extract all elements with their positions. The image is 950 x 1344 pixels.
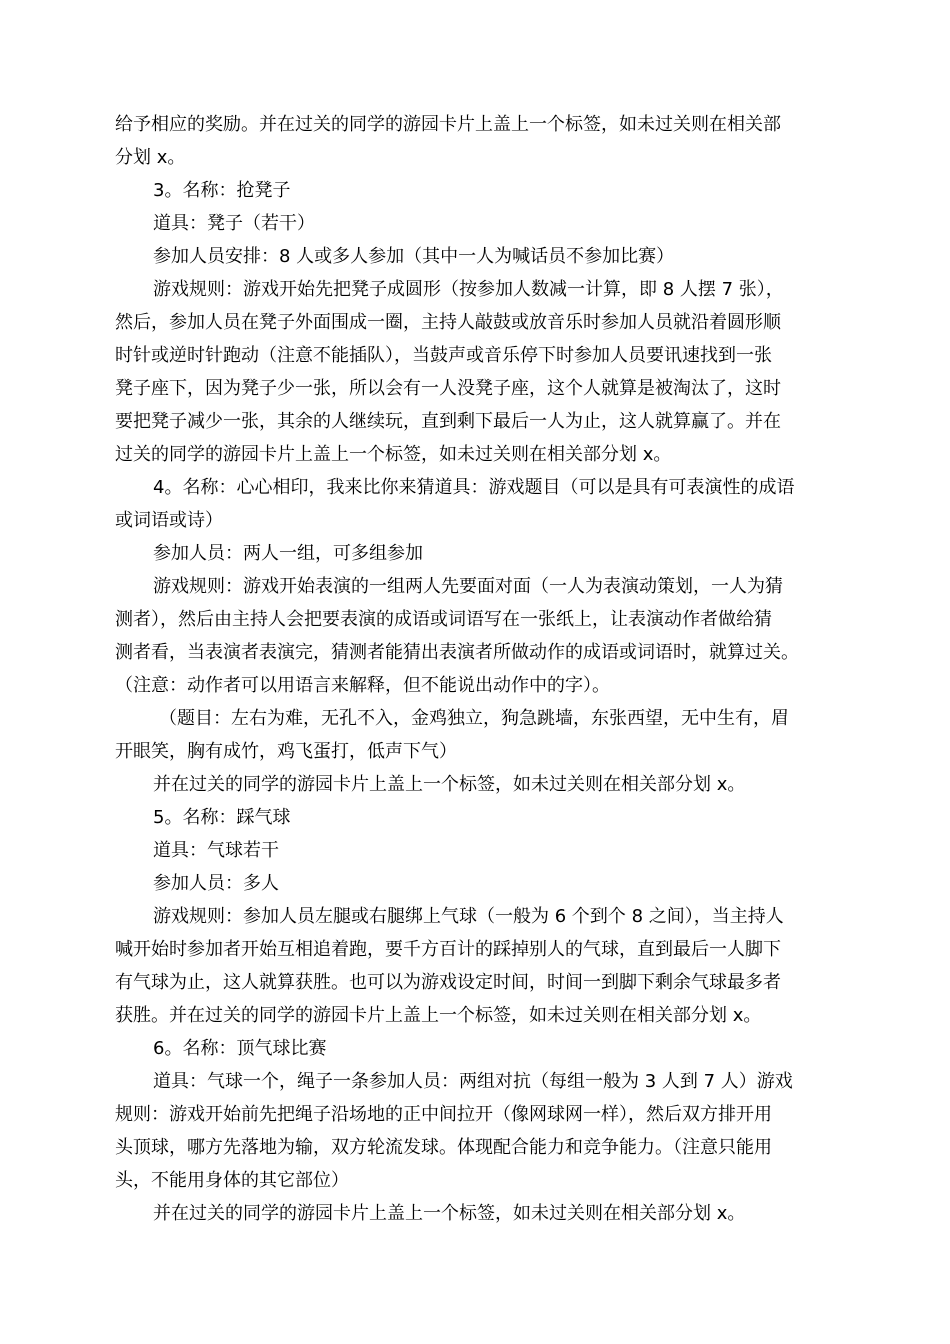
- text-line: 游戏规则：游戏开始表演的一组两人先要面对面（一人为表演动策划，一人为猜: [153, 576, 783, 597]
- text-line: 开眼笑，胸有成竹，鸡飞蛋打，低声下气）: [115, 741, 457, 762]
- text-line: 规则：游戏开始前先把绳子沿场地的正中间拉开（像网球网一样），然后双方排开用: [115, 1104, 772, 1125]
- text-line: 分划 x。: [115, 147, 186, 168]
- paragraph: [115, 471, 840, 537]
- paragraph: [115, 768, 840, 801]
- paragraph: [115, 834, 840, 867]
- text-line: 6。名称：顶气球比赛: [153, 1038, 327, 1059]
- text-line: 测者看，当表演者表演完，猜测者能猜出表演者所做动作的成语或词语时，就算过关。: [115, 642, 799, 663]
- text-line: 参加人员：多人: [153, 873, 279, 894]
- text-line: 获胜。并在过关的同学的游园卡片上盖上一个标签，如未过关则在相关部分划 x。: [115, 1005, 762, 1026]
- paragraph: [115, 537, 840, 570]
- text-line: 道具：气球一个，绳子一条参加人员：两组对抗（每组一般为 3 人到 7 人）游戏: [153, 1071, 793, 1092]
- text-line: 3。名称：抢凳子: [153, 180, 291, 201]
- text-line: 时针或逆时针跑动（注意不能插队），当鼓声或音乐停下时参加人员要讯速找到一张: [115, 345, 772, 366]
- text-line: 凳子座下，因为凳子少一张，所以会有一人没凳子座，这个人就算是被淘汰了，这时: [115, 378, 781, 399]
- paragraph: [115, 801, 840, 834]
- paragraph: [115, 108, 840, 174]
- paragraph: [115, 702, 840, 768]
- text-line: 要把凳子减少一张，其余的人继续玩，直到剩下最后一人为止，这人就算赢了。并在: [115, 411, 781, 432]
- paragraph: [115, 1197, 840, 1230]
- text-line: 测者），然后由主持人会把要表演的成语或词语写在一张纸上，让表演动作者做给猜: [115, 609, 772, 630]
- text-line: 喊开始时参加者开始互相追着跑，要千方百计的踩掉别人的气球，直到最后一人脚下: [115, 939, 781, 960]
- paragraph: [115, 273, 840, 471]
- paragraph: [115, 1065, 840, 1197]
- text-line: 头顶球，哪方先落地为输，双方轮流发球。体现配合能力和竞争能力。（注意只能用: [115, 1137, 772, 1158]
- text-line: 或词语或诗）: [115, 510, 223, 531]
- paragraph: [115, 900, 840, 1032]
- text-line: 然后，参加人员在凳子外面围成一圈，主持人敲鼓或放音乐时参加人员就沿着圆形顺: [115, 312, 781, 333]
- text-line: （题目：左右为难，无孔不入，金鸡独立，狗急跳墙，东张西望，无中生有，眉: [159, 708, 789, 729]
- paragraph: [115, 867, 840, 900]
- paragraph: [115, 207, 840, 240]
- text-line: 5。名称：踩气球: [153, 807, 291, 828]
- text-line: 游戏规则：游戏开始先把凳子成圆形（按参加人数减一计算，即 8 人摆 7 张），: [153, 279, 784, 300]
- text-line: 过关的同学的游园卡片上盖上一个标签，如未过关则在相关部分划 x。: [115, 444, 672, 465]
- text-line: 参加人员：两人一组，可多组参加: [153, 543, 423, 564]
- text-line: 并在过关的同学的游园卡片上盖上一个标签，如未过关则在相关部分划 x。: [153, 774, 746, 795]
- text-line: 道具：凳子（若干）: [153, 213, 315, 234]
- text-line: 有气球为止，这人就算获胜。也可以为游戏设定时间，时间一到脚下剩余气球最多者: [115, 972, 781, 993]
- paragraph: [115, 1032, 840, 1065]
- text-line: 4。名称：心心相印，我来比你来猜道具：游戏题目（可以是具有可表演性的成语: [153, 477, 795, 498]
- text-line: 并在过关的同学的游园卡片上盖上一个标签，如未过关则在相关部分划 x。: [153, 1203, 746, 1224]
- text-line: 道具：气球若干: [153, 840, 279, 861]
- paragraph: [115, 240, 840, 273]
- text-line: 参加人员安排：8 人或多人参加（其中一人为喊话员不参加比赛）: [153, 246, 675, 267]
- paragraph: [115, 570, 840, 702]
- text-line: 给予相应的奖励。并在过关的同学的游园卡片上盖上一个标签，如未过关则在相关部: [115, 114, 781, 135]
- text-line: 头，不能用身体的其它部位）: [115, 1170, 349, 1191]
- text-line: （注意：动作者可以用语言来解释，但不能说出动作中的字）。: [115, 675, 610, 696]
- text-line: 游戏规则：参加人员左腿或右腿绑上气球（一般为 6 个到个 8 之间），当主持人: [153, 906, 784, 927]
- document-body: [115, 108, 840, 1230]
- paragraph: [115, 174, 840, 207]
